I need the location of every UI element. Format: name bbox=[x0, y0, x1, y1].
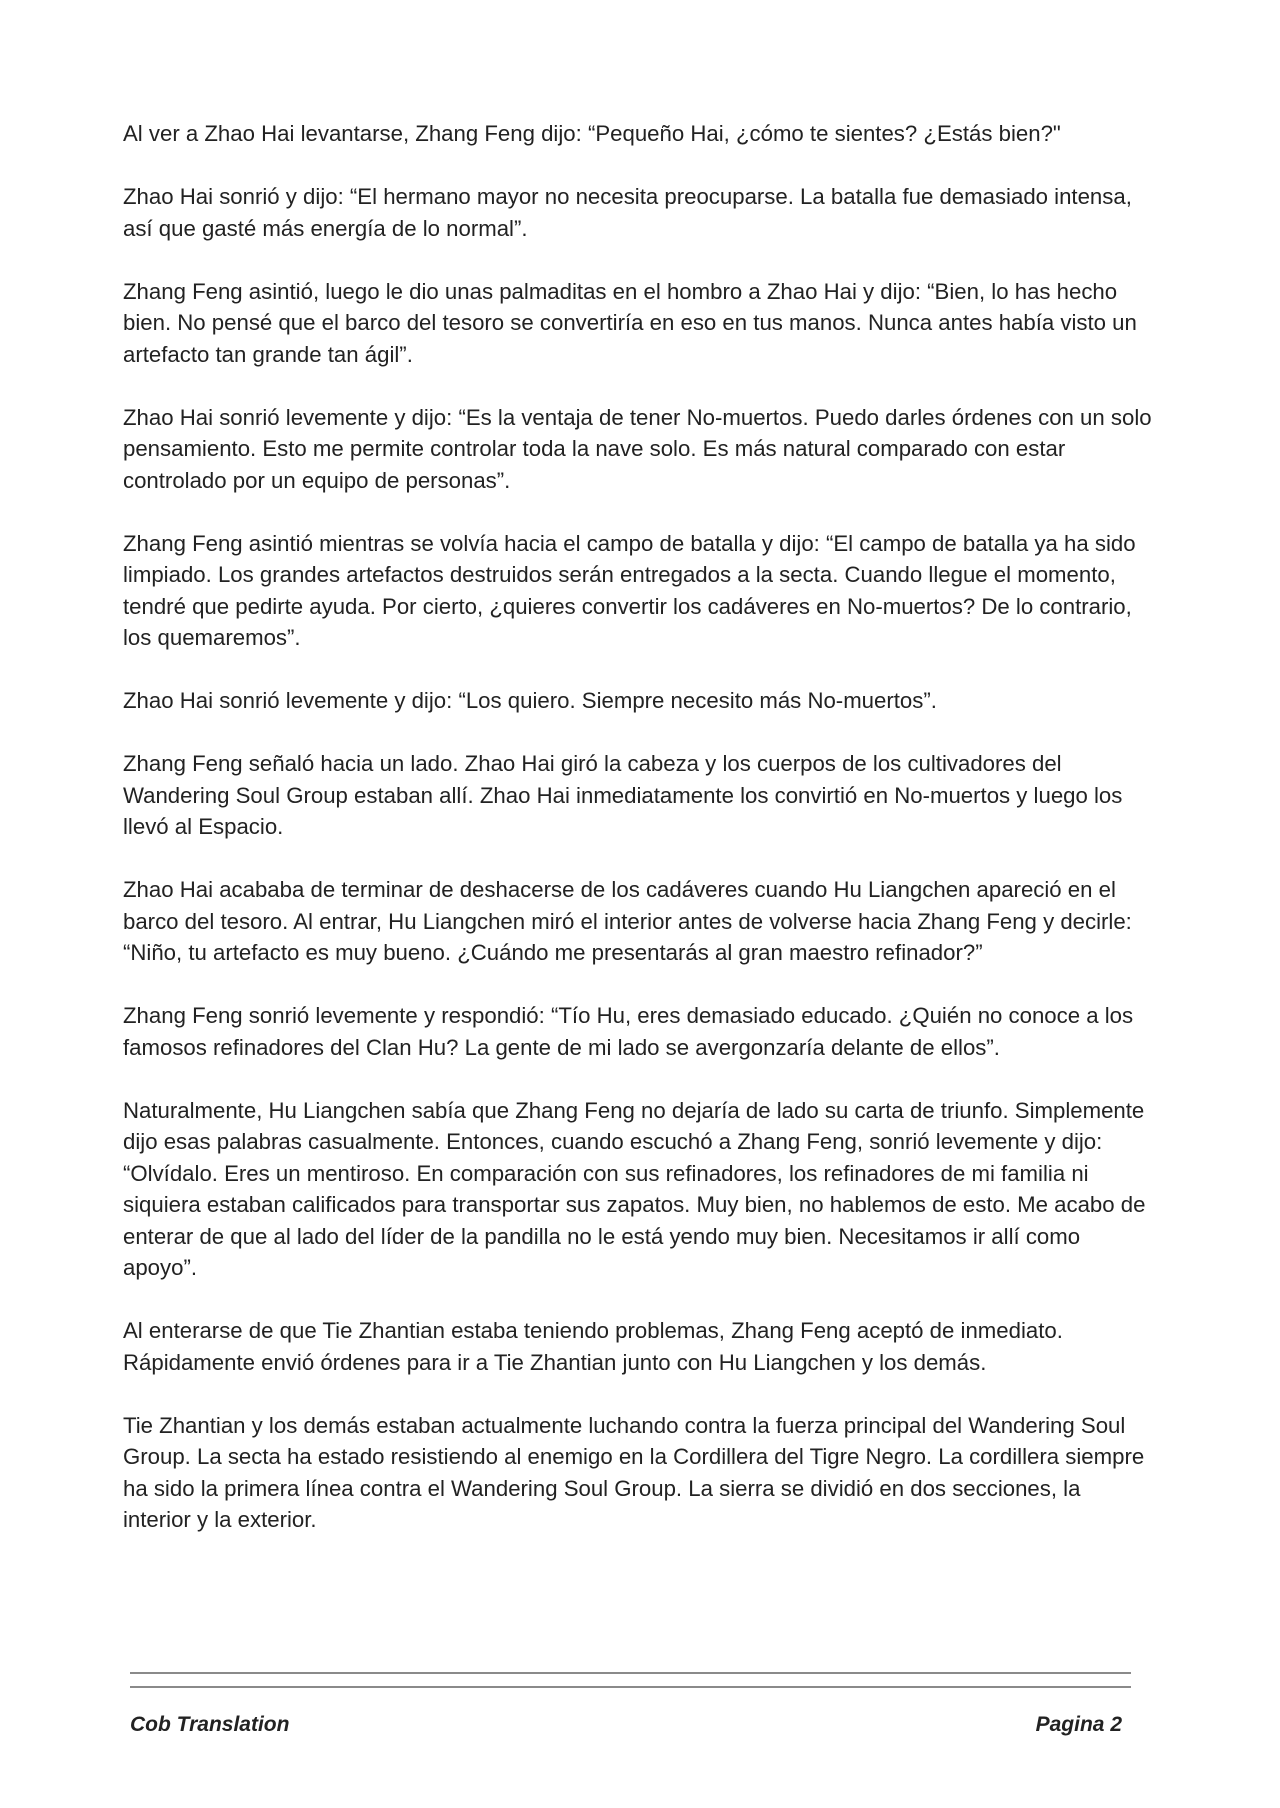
page-body bbox=[123, 118, 1153, 1567]
paragraph-3: Zhang Feng asintió, luego le dio unas palmaditas en el hombro a Zhao Hai y dijo: “Bien, lo has hecho bien. No pensé que el barco del tesoro se convertiría en eso en tus manos. Nunca antes había visto un artefacto tan grande tan ágil”. bbox=[123, 278, 1137, 367]
paragraph-11: Al enterarse de que Tie Zhantian estaba teniendo problemas, Zhang Feng aceptó de inmediato. Rápidamente envió órdenes para ir a Tie Zhantian junto con Hu Liangchen y los demás. bbox=[123, 1318, 1063, 1375]
paragraph-6: Zhao Hai sonrió levemente y dijo: “Los quiero. Siempre necesito más No-muertos”. bbox=[123, 688, 937, 713]
paragraph-10: Naturalmente, Hu Liangchen sabía que Zhang Feng no dejaría de lado su carta de triunfo. Simplemente dijo esas palabras casualmente. Entonces, cuando escuchó a Zhang Feng, sonrió levemente y dijo: “Olvídalo. Eres un mentiroso. En comparación con sus refinadores, los refinadores de mi familia ni siquiera estaban calificados para transportar sus zapatos. Muy bien, no hablemos de esto. Me acabo de enterar de que al lado del líder de la pandilla no le está yendo muy bien. Necesitamos ir allí como apoyo”. bbox=[123, 1097, 1146, 1280]
footer-translator-credit: Cob Translation bbox=[130, 1713, 290, 1736]
paragraph-5: Zhang Feng asintió mientras se volvía hacia el campo de batalla y dijo: “El campo de batalla ya ha sido limpiado. Los grandes artefactos destruidos serán entregados a la secta. Cuando llegue el momento, tendré que pedirte ayuda. Por cierto, ¿quieres convertir los cadáveres en No-muertos? De lo contrario, los quemaremos”. bbox=[123, 530, 1136, 650]
paragraph-1: Al ver a Zhao Hai levantarse, Zhang Feng dijo: “Pequeño Hai, ¿cómo te sientes? ¿Estás bien?" bbox=[123, 121, 1061, 146]
paragraph-4: Zhao Hai sonrió levemente y dijo: “Es la ventaja de tener No-muertos. Puedo darles órdenes con un solo pensamiento. Esto me permite controlar toda la nave solo. Es más natural comparado con estar controlado por un equipo de personas”. bbox=[123, 404, 1152, 493]
paragraph-8: Zhao Hai acababa de terminar de deshacerse de los cadáveres cuando Hu Liangchen apareció en el barco del tesoro. Al entrar, Hu Liangchen miró el interior antes de volverse hacia Zhang Feng y decirle: “Niño, tu artefacto es muy bueno. ¿Cuándo me presentarás al gran maestro refinador?” bbox=[123, 877, 1132, 965]
footer-divider-top bbox=[130, 1672, 1131, 1674]
paragraph-2: Zhao Hai sonrió y dijo: “El hermano mayor no necesita preocuparse. La batalla fue demasiado intensa, así que gasté más energía de lo normal”. bbox=[123, 184, 1132, 241]
footer-page-number: Pagina 2 bbox=[1035, 1713, 1122, 1736]
footer-divider-bottom bbox=[130, 1686, 1131, 1688]
paragraph-9: Zhang Feng sonrió levemente y respondió: “Tío Hu, eres demasiado educado. ¿Quién no conoce a los famosos refinadores del Clan Hu? La gente de mi lado se avergonzaría delante de ellos”. bbox=[123, 1003, 1134, 1060]
paragraph-7: Zhang Feng señaló hacia un lado. Zhao Hai giró la cabeza y los cuerpos de los cultivadores del Wandering Soul Group estaban allí. Zhao Hai inmediatamente los convirtió en No-muertos y luego los llevó al Espacio. bbox=[123, 751, 1123, 839]
paragraph-12: Tie Zhantian y los demás estaban actualmente luchando contra la fuerza principal del Wandering Soul Group. La secta ha estado resistiendo al enemigo en la Cordillera del Tigre Negro. La cordillera siempre ha sido la primera línea contra el Wandering Soul Group. La sierra se dividió en dos secciones, la interior y la exterior. bbox=[123, 1412, 1145, 1532]
